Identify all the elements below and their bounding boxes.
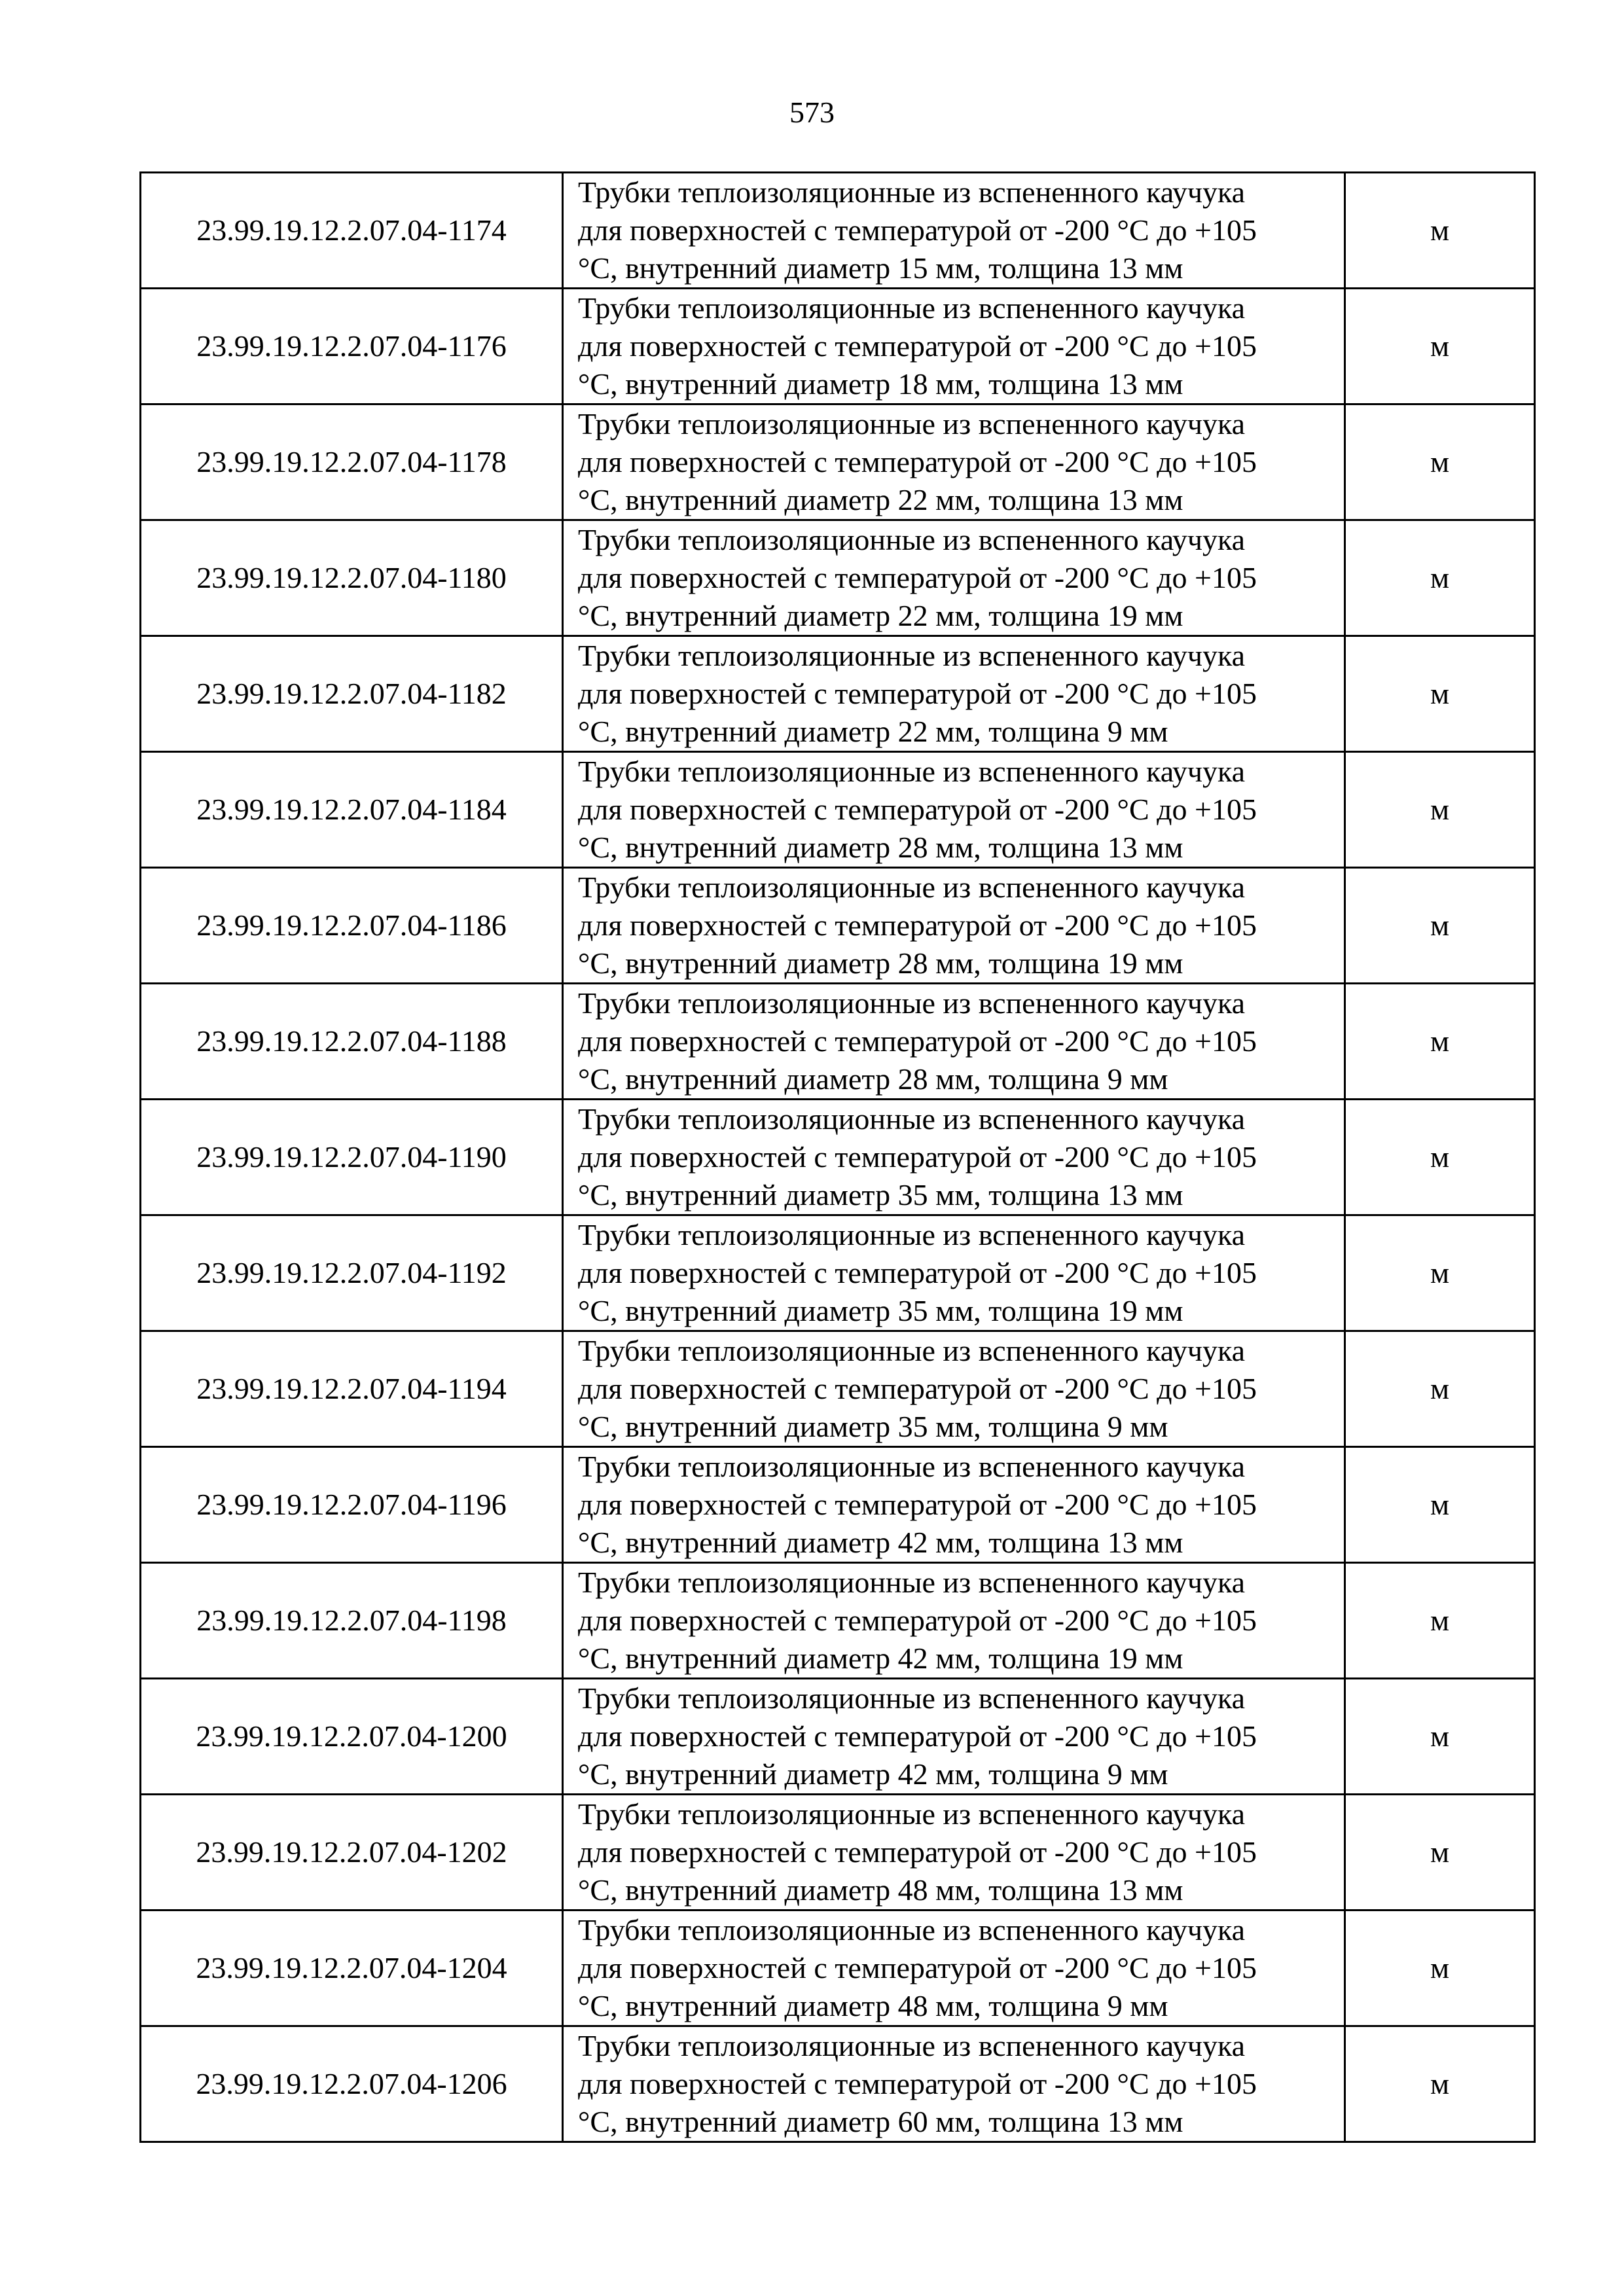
resource-code-cell: 23.99.19.12.2.07.04-1206 (141, 2026, 563, 2142)
resource-description-cell: Трубки теплоизоляционные из вспененного каучука для поверхностей с температурой от -200 °С до +105 °С, внутренний диаметр 35 мм, толщина 13 мм (563, 1100, 1345, 1215)
resource-catalog-table (139, 171, 1536, 2143)
resource-code-cell: 23.99.19.12.2.07.04-1194 (141, 1331, 563, 1447)
unit-cell: м (1345, 984, 1535, 1100)
resource-description-cell: Трубки теплоизоляционные из вспененного каучука для поверхностей с температурой от -200 °С до +105 °С, внутренний диаметр 28 мм, толщина 9 мм (563, 984, 1345, 1100)
resource-description-cell: Трубки теплоизоляционные из вспененного каучука для поверхностей с температурой от -200 °С до +105 °С, внутренний диаметр 42 мм, толщина 19 мм (563, 1563, 1345, 1679)
table-row (141, 1100, 1535, 1215)
resource-code-cell: 23.99.19.12.2.07.04-1178 (141, 404, 563, 520)
resource-description-cell: Трубки теплоизоляционные из вспененного каучука для поверхностей с температурой от -200 °С до +105 °С, внутренний диаметр 48 мм, толщина 9 мм (563, 1910, 1345, 2026)
table-row (141, 1910, 1535, 2026)
resource-code-cell: 23.99.19.12.2.07.04-1188 (141, 984, 563, 1100)
resource-description-cell: Трубки теплоизоляционные из вспененного каучука для поверхностей с температурой от -200 °С до +105 °С, внутренний диаметр 15 мм, толщина 13 мм (563, 173, 1345, 289)
unit-cell: м (1345, 868, 1535, 984)
unit-cell: м (1345, 636, 1535, 752)
resource-description-cell: Трубки теплоизоляционные из вспененного каучука для поверхностей с температурой от -200 °С до +105 °С, внутренний диаметр 35 мм, толщина 19 мм (563, 1215, 1345, 1331)
resource-code-cell: 23.99.19.12.2.07.04-1174 (141, 173, 563, 289)
unit-cell: м (1345, 289, 1535, 404)
resource-description-cell: Трубки теплоизоляционные из вспененного каучука для поверхностей с температурой от -200 °С до +105 °С, внутренний диаметр 28 мм, толщина 19 мм (563, 868, 1345, 984)
resource-code-cell: 23.99.19.12.2.07.04-1176 (141, 289, 563, 404)
unit-cell: м (1345, 1100, 1535, 1215)
unit-cell: м (1345, 1910, 1535, 2026)
page-number: 573 (789, 96, 835, 129)
table-row (141, 520, 1535, 636)
resource-description-cell: Трубки теплоизоляционные из вспененного каучука для поверхностей с температурой от -200 °С до +105 °С, внутренний диаметр 60 мм, толщина 13 мм (563, 2026, 1345, 2142)
table-row (141, 1795, 1535, 1910)
resource-code-cell: 23.99.19.12.2.07.04-1198 (141, 1563, 563, 1679)
table-row (141, 2026, 1535, 2142)
table-row (141, 1563, 1535, 1679)
resource-description-cell: Трубки теплоизоляционные из вспененного каучука для поверхностей с температурой от -200 °С до +105 °С, внутренний диаметр 22 мм, толщина 19 мм (563, 520, 1345, 636)
table-row (141, 636, 1535, 752)
table-row (141, 1679, 1535, 1795)
unit-cell: м (1345, 173, 1535, 289)
resource-code-cell: 23.99.19.12.2.07.04-1204 (141, 1910, 563, 2026)
unit-cell: м (1345, 1331, 1535, 1447)
table-row (141, 404, 1535, 520)
unit-cell: м (1345, 1215, 1535, 1331)
table-row (141, 1447, 1535, 1563)
resource-code-cell: 23.99.19.12.2.07.04-1180 (141, 520, 563, 636)
unit-cell: м (1345, 1795, 1535, 1910)
resource-description-cell: Трубки теплоизоляционные из вспененного каучука для поверхностей с температурой от -200 °С до +105 °С, внутренний диаметр 48 мм, толщина 13 мм (563, 1795, 1345, 1910)
resource-code-cell: 23.99.19.12.2.07.04-1202 (141, 1795, 563, 1910)
table-row (141, 1215, 1535, 1331)
table-row (141, 173, 1535, 289)
resource-description-cell: Трубки теплоизоляционные из вспененного каучука для поверхностей с температурой от -200 °С до +105 °С, внутренний диаметр 28 мм, толщина 13 мм (563, 752, 1345, 868)
resource-code-cell: 23.99.19.12.2.07.04-1192 (141, 1215, 563, 1331)
table-row (141, 289, 1535, 404)
table-row (141, 868, 1535, 984)
resource-code-cell: 23.99.19.12.2.07.04-1182 (141, 636, 563, 752)
resource-description-cell: Трубки теплоизоляционные из вспененного каучука для поверхностей с температурой от -200 °С до +105 °С, внутренний диаметр 18 мм, толщина 13 мм (563, 289, 1345, 404)
resource-code-cell: 23.99.19.12.2.07.04-1186 (141, 868, 563, 984)
unit-cell: м (1345, 2026, 1535, 2142)
unit-cell: м (1345, 1679, 1535, 1795)
resource-code-cell: 23.99.19.12.2.07.04-1196 (141, 1447, 563, 1563)
table-row (141, 1331, 1535, 1447)
table-row (141, 752, 1535, 868)
unit-cell: м (1345, 404, 1535, 520)
table-row (141, 984, 1535, 1100)
unit-cell: м (1345, 1563, 1535, 1679)
resource-description-cell: Трубки теплоизоляционные из вспененного каучука для поверхностей с температурой от -200 °С до +105 °С, внутренний диаметр 22 мм, толщина 13 мм (563, 404, 1345, 520)
resource-description-cell: Трубки теплоизоляционные из вспененного каучука для поверхностей с температурой от -200 °С до +105 °С, внутренний диаметр 35 мм, толщина 9 мм (563, 1331, 1345, 1447)
resource-code-cell: 23.99.19.12.2.07.04-1200 (141, 1679, 563, 1795)
resource-description-cell: Трубки теплоизоляционные из вспененного каучука для поверхностей с температурой от -200 °С до +105 °С, внутренний диаметр 42 мм, толщина 13 мм (563, 1447, 1345, 1563)
resource-code-cell: 23.99.19.12.2.07.04-1184 (141, 752, 563, 868)
resource-code-cell: 23.99.19.12.2.07.04-1190 (141, 1100, 563, 1215)
resource-description-cell: Трубки теплоизоляционные из вспененного каучука для поверхностей с температурой от -200 °С до +105 °С, внутренний диаметр 22 мм, толщина 9 мм (563, 636, 1345, 752)
unit-cell: м (1345, 520, 1535, 636)
resource-description-cell: Трубки теплоизоляционные из вспененного каучука для поверхностей с температурой от -200 °С до +105 °С, внутренний диаметр 42 мм, толщина 9 мм (563, 1679, 1345, 1795)
unit-cell: м (1345, 1447, 1535, 1563)
unit-cell: м (1345, 752, 1535, 868)
